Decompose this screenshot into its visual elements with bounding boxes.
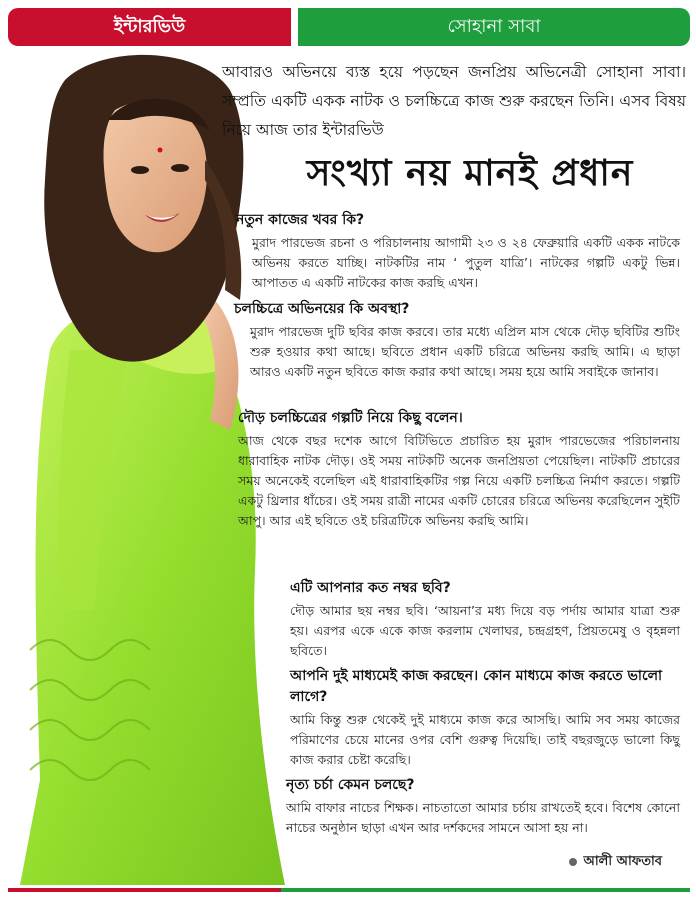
qa-block-5	[290, 666, 680, 770]
question-1: নতুন কাজের খবর কি?	[236, 212, 365, 228]
answer-5: আমি কিন্তু শুরু থেকেই দুই মাধ্যমে কাজ করে আসছি। আমি সব সময় কাজের পরিমাণের চেয়ে মানের ওপর বেশি গুরুত্ব দিয়েছি। তাই বছরজুড়ে ভালো কিছু কাজ করার চেষ্টা করেছি।	[290, 712, 680, 767]
question-6: নৃত্য চর্চা কেমন চলছে?	[286, 777, 415, 793]
qa-block-3	[238, 408, 680, 531]
person-name-tag: সোহানা সাবা	[298, 8, 690, 46]
footer-divider	[8, 888, 690, 892]
qa-block-6	[286, 775, 680, 838]
answer-4: দৌড় আমার ছয় নম্বর ছবি। ‘আয়না’র মধ্য দিয়ে বড় পর্দায় আমার যাত্রা শুরু হয়। এরপর একে একে কাজ করলাম খেলাঘর, চন্দ্রগ্রহণ, প্রিয়তমেষু ও বৃহন্নলা ছবিতে।	[290, 603, 680, 658]
header-bar	[8, 8, 690, 46]
byline	[569, 852, 662, 873]
question-2: চলচ্চিত্রে অভিনয়ের কি অবস্থা?	[234, 301, 410, 317]
author-name: আলী আফতাব	[583, 854, 662, 869]
qa-block-4	[290, 578, 680, 661]
bullet-dot-icon	[569, 858, 577, 866]
qa-block-1	[236, 210, 680, 293]
answer-1: মুরাদ পারভেজ রচনা ও পরিচালনায় আগামী ২৩ ও ২৪ ফেব্রুয়ারি একটি একক নাটকে অভিনয় করতে যাচ্ছি। নাটকটির নাম ‘ পুতুল যাত্রি’। নাটকের গল্পটি একটু ভিন্ন। আপাতত এ একটি নাটকের কাজ করছি এখন।	[252, 235, 680, 290]
answer-3: আজ থেকে বছর দশেক আগে বিটিভিতে প্রচারিত হয় মুরাদ পারভেজের পরিচালনায় ধারাবাহিক নাটক দৌড়। ওই সময় নাটকটি অনেক জনপ্রিয়তা পেয়েছিল। নাটকটি প্রচারের সময় অনেকেই বলেছিল এই ধারাবাহিকটির গল্প নিয়ে একটি চলচ্চিত্র নির্মাণ করতে। গল্পটি একটু থ্রিলার ধাঁচের। ওই সময় রাত্রী নামের একটি চোরের চরিত্রে অভিনয় করেছিলেন সুইটি আপু। আর এই ছবিতে ওই চরিত্রটিকে অভিনয় করছি আমি।	[238, 433, 680, 528]
question-4: এটি আপনার কত নম্বর ছবি?	[290, 580, 451, 596]
headline: সংখ্যা নয় মানই প্রধান	[306, 153, 634, 194]
qa-block-2	[234, 299, 680, 382]
question-3: দৌড় চলচ্চিত্রের গল্পটি নিয়ে কিছু বলেন।	[238, 410, 463, 426]
answer-2: মুরাদ পারভেজ দুটি ছবির কাজ করবে। তার মধ্যে এপ্রিল মাস থেকে দৌড় ছবিটির শুটিং শুরু হওয়ার কথা আছে। ছবিতে প্রধান একটি চরিত্রে অভিনয় করছি আমি। এ ছাড়া আরও একটি নতুন ছবিতে কাজ করার কথা আছে। সময় হয়ে আমি সবাইকে জানাব।	[250, 324, 680, 379]
answer-6: আমি বাফার নাচের শিক্ষক। নাচতাতো আমার চর্চায় রাখতেই হবে। বিশেষ কোনো নাচের অনুষ্ঠান ছাড়া এখন আর দর্শকদের সামনে আসা হয় না।	[286, 800, 680, 835]
section-tag: ইন্টারভিউ	[8, 8, 291, 46]
intro-paragraph: আবারও অভিনয়ে ব্যস্ত হয়ে পড়ছেন জনপ্রিয় অভিনেত্রী সোহানা সাবা। সম্প্রতি একটি একক নাটক ও চলচ্চিত্রে কাজ শুরু করছেন তিনি। এসব বিষয় নিয়ে আজ তার ইন্টারভিউ	[222, 63, 686, 139]
question-5: আপনি দুই মাধ্যমেই কাজ করছেন। কোন মাধ্যমে কাজ করতে ভালো লাগে?	[290, 668, 663, 705]
